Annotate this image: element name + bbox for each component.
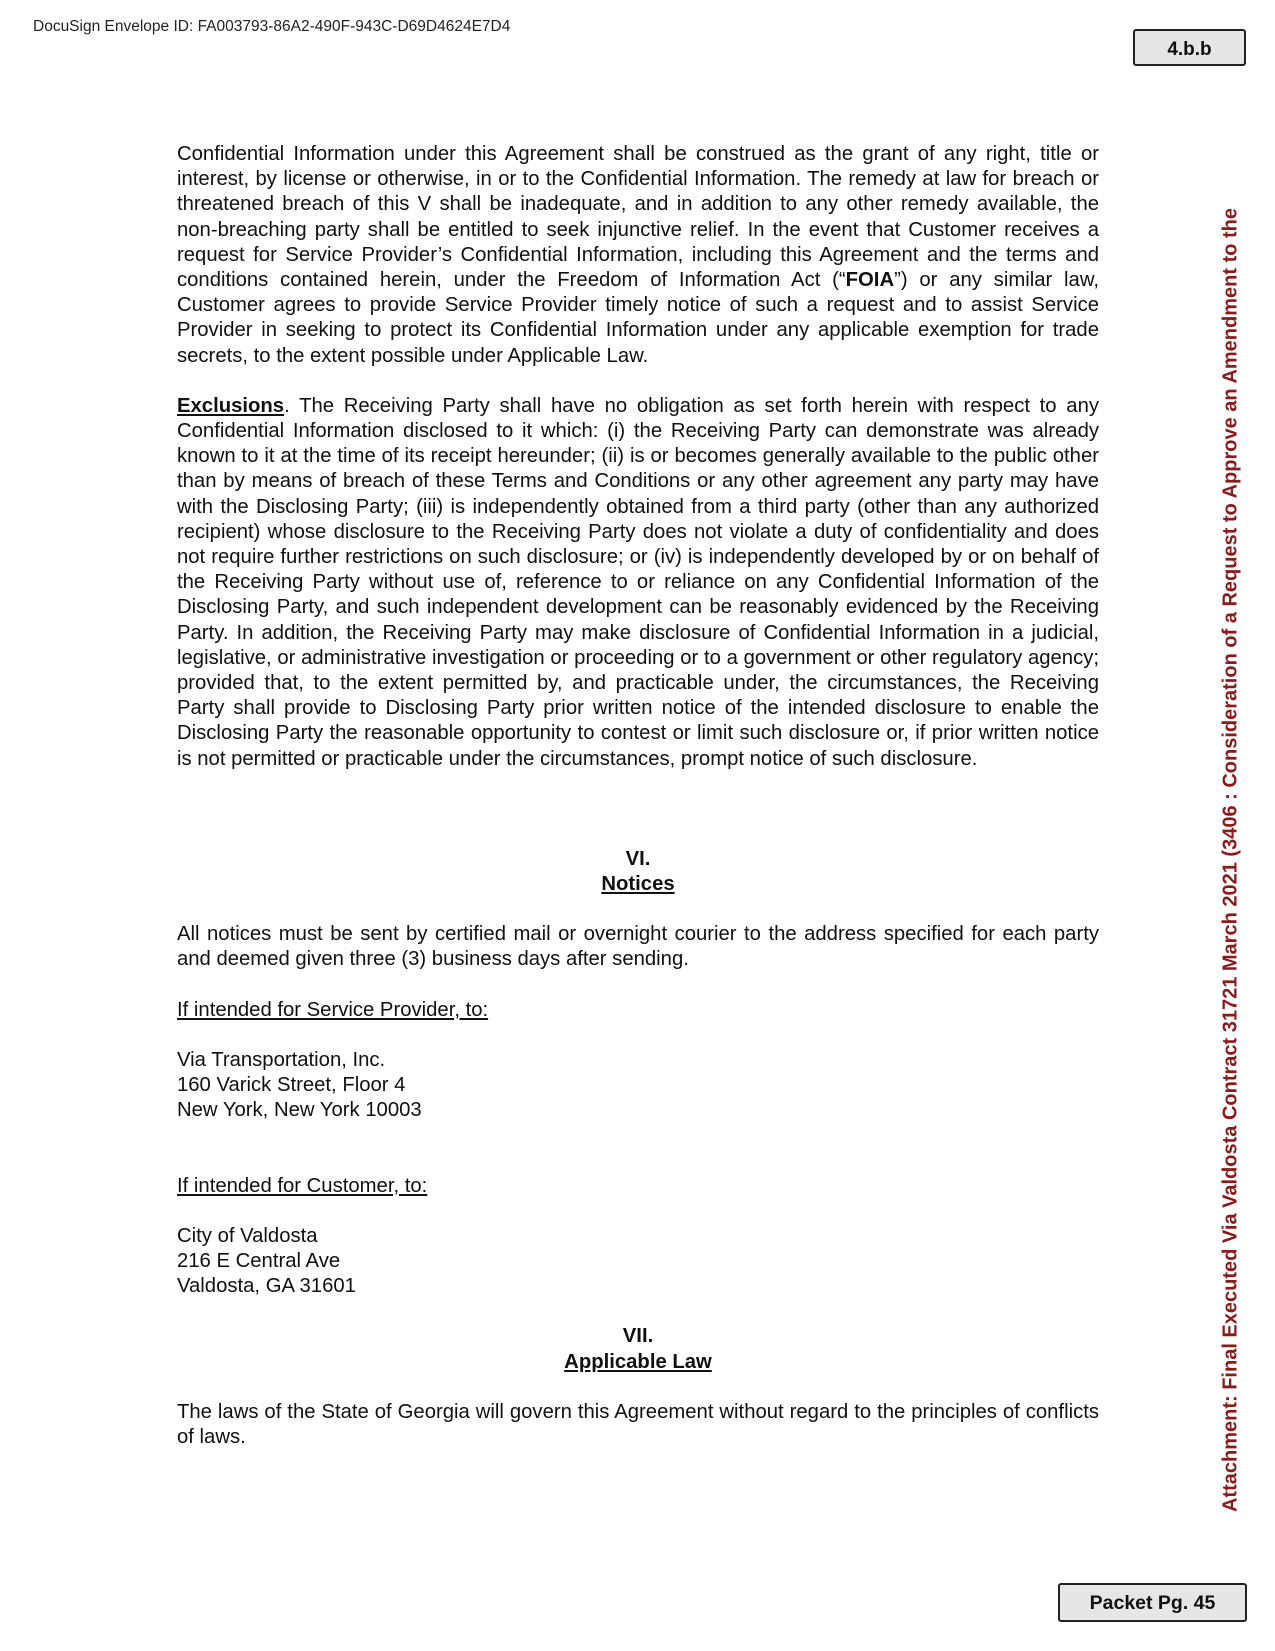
envelope-id: DocuSign Envelope ID: FA003793-86A2-490F-943C-D69D4624E7D4 <box>33 18 511 35</box>
confidentiality-paragraph <box>177 142 1099 369</box>
address-line: Via Transportation, Inc. <box>177 1048 386 1071</box>
exclusions-paragraph <box>177 394 1099 772</box>
confidentiality-text-b: ”) or any similar law, Customer agrees to provide Service Provider timely notice of such a request and to assist Service Provider in seeking to protect its Confidential Information under any applicable exemption for trade secrets, to the extent possible under Applicable Law. <box>177 269 1100 367</box>
exclusions-text: . The Receiving Party shall have no obligation as set forth herein with respect to any Confidential Information disclosed to it which: (i) the Receiving Party can demonstrate was already known to it at the time of its receipt hereunder; (ii) is or becomes generally available to the public other than by means of breach of these Terms and Conditions or any other agreement any party may have with the Disclosing Party; (iii) is independently obtained from a third party (other than any authorized recipient) whose disclosure to the Receiving Party does not violate a duty of confidentiality and does not require further restrictions on such disclosure; or (iv) is independently developed by or on behalf of the Receiving Party without use of, reference to or reliance on any Confidential Information of the Disclosing Party, and such independent development can be reasonably evidenced by the Receiving Party. In addition, the Receiving Party may make disclosure of Confidential Information in a judicial, legislative, or administrative investigation or proceeding or to a government or other regulatory agency; provided that, to the extent permitted by, and practicable under, the circumstances, the Receiving Party shall provide to Disclosing Party prior written notice of the intended disclosure to enable the Disclosing Party the reasonable opportunity to contest or limit such disclosure or, if prior written notice is not permitted or practicable under the circumstances, prompt notice of such disclosure. <box>177 394 1099 770</box>
exclusions-label: Exclusions <box>177 394 285 417</box>
address-line: 160 Varick Street, Floor 4 <box>177 1074 406 1097</box>
attachment-sidebar-label: Attachment: Final Executed Via Valdosta Contract 31721 March 2021 (3406 : Consideration of a Request to Approve an Amendment to the <box>1219 207 1242 1513</box>
section-title: Applicable Law <box>564 1350 712 1373</box>
notices-paragraph: All notices must be sent by certified mail or overnight courier to the address specified for each party and deemed given three (3) business days after sending. <box>177 923 1099 971</box>
section-number: VI. <box>625 847 651 870</box>
provider-label: If intended for Service Provider, to: <box>177 998 489 1021</box>
document-body <box>177 142 1099 1450</box>
section-title: Notices <box>601 873 675 896</box>
address-line: City of Valdosta <box>177 1224 318 1247</box>
customer-address <box>177 1224 1099 1300</box>
address-line: New York, New York 10003 <box>177 1099 422 1122</box>
applicable-law-paragraph: The laws of the State of Georgia will govern this Agreement without regard to the principles of conflicts of laws. <box>177 1400 1099 1448</box>
address-line: Valdosta, GA 31601 <box>177 1275 356 1298</box>
section-number: VII. <box>622 1325 654 1348</box>
agenda-tag: 4.b.b <box>1133 29 1246 66</box>
section-heading-applicable-law <box>177 1324 1099 1374</box>
customer-label: If intended for Customer, to: <box>177 1174 428 1197</box>
foia-term: FOIA <box>845 269 895 292</box>
provider-address <box>177 1048 1099 1124</box>
confidentiality-text-a: Confidential Information under this Agreement shall be construed as the grant of any right, title or interest, by license or otherwise, in or to the Confidential Information. The remedy at law for breach or threatened breach of this V shall be inadequate, and in addition to any other remedy available, the non-breaching party shall be entitled to seek injunctive relief. In the event that Customer receives a request for Service Provider’s Confidential Information, including this Agreement and the terms and conditions contained herein, under the Freedom of Information Act (“ <box>177 143 1099 292</box>
address-line: 216 E Central Ave <box>177 1249 341 1272</box>
section-heading-notices <box>177 847 1099 897</box>
packet-page-number: Packet Pg. 45 <box>1058 1583 1247 1622</box>
